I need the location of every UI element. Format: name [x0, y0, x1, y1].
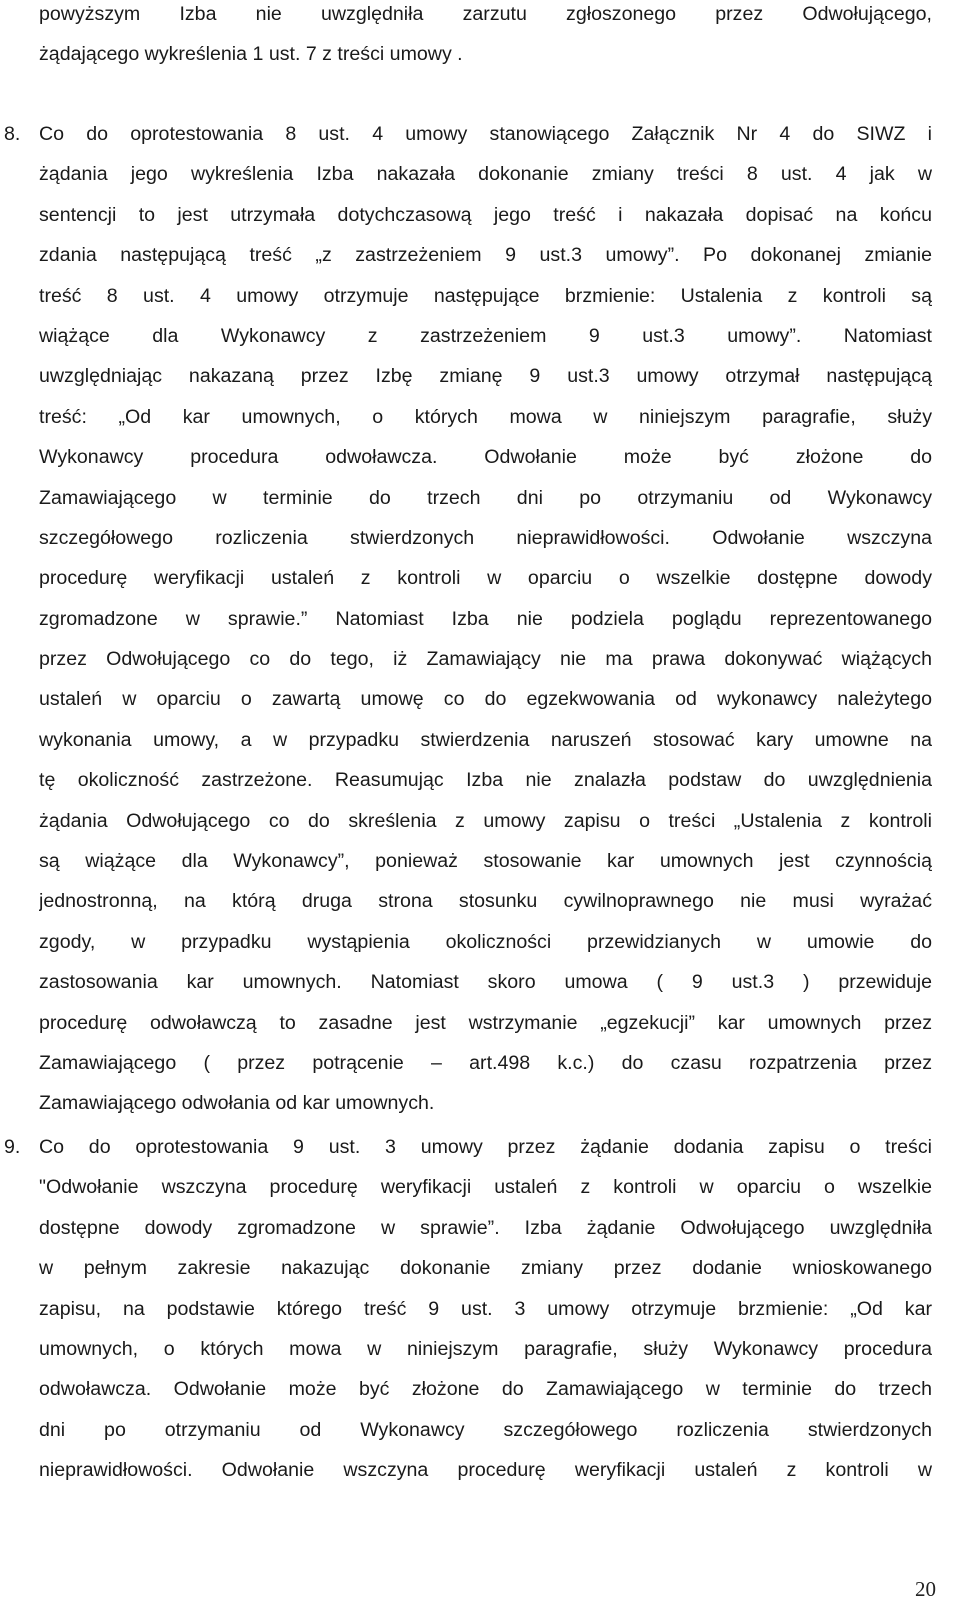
text-line: wykonania umowy, a w przypadku stwierdzenia naruszeń stosować kary umowne na [39, 728, 932, 751]
text-line: nieprawidłowości. Odwołanie wszczyna procedurę weryfikacji ustaleń z kontroli w [39, 1459, 932, 1482]
text-line: zdania następującą treść „z zastrzeżeniem 9 ust.3 umowy”. Po dokonanej zmianie [39, 244, 932, 267]
text-line: przez Odwołującego co do tego, iż Zamawiający nie ma prawa dokonywać wiążących [39, 648, 932, 671]
text-line: zapisu, na podstawie którego treść 9 ust. 3 umowy otrzymuje brzmienie: „Od kar [39, 1297, 932, 1320]
text-line: żądania jego wykreślenia Izba nakazała dokonanie zmiany treści 8 ust. 4 jak w [39, 163, 932, 186]
text-line: uwzględniając nakazaną przez Izbę zmianę 9 ust.3 umowy otrzymał następującą [39, 365, 932, 388]
text-line: treść 8 ust. 4 umowy otrzymuje następujące brzmienie: Ustalenia z kontroli są [39, 284, 932, 307]
item-number-8: 8. [4, 123, 21, 145]
text-line: dostępne dowody zgromadzone w sprawie”. Izba żądanie Odwołującego uwzględniła [39, 1216, 932, 1239]
text-line: Zamawiającego odwołania od kar umownych. [39, 1092, 435, 1115]
text-line: szczegółowego rozliczenia stwierdzonych nieprawidłowości. Odwołanie wszczyna [39, 526, 932, 549]
text-line: procedurę odwoławczą to zasadne jest wstrzymanie „egzekucji” kar umownych przez [39, 1011, 932, 1034]
text-line: procedurę weryfikacji ustaleń z kontroli w oparciu o wszelkie dostępne dowody [39, 567, 932, 590]
item-number-9: 9. [4, 1136, 21, 1158]
item-8-paragraph [39, 114, 932, 1124]
text-line: umownych, o których mowa w niniejszym paragrafie, służy Wykonawcy procedura [39, 1337, 932, 1360]
text-line: żądania Odwołującego co do skreślenia z umowy zapisu o treści „Ustalenia z kontroli [39, 809, 932, 832]
text-line: wiążące dla Wykonawcy z zastrzeżeniem 9 ust.3 umowy”. Natomiast [39, 324, 932, 347]
text-line: dni po otrzymaniu od Wykonawcy szczegółowego rozliczenia stwierdzonych [39, 1418, 932, 1441]
text-line: jednostronną, na którą druga strona stosunku cywilnoprawnego nie musi wyrażać [39, 890, 932, 913]
text-line: Co do oprotestowania 8 ust. 4 umowy stanowiącego Załącznik Nr 4 do SIWZ i [39, 123, 932, 145]
text-line: żądającego wykreślenia 1 ust. 7 z treści umowy . [39, 43, 463, 66]
intro-paragraph [39, 0, 932, 75]
text-line: odwoławcza. Odwołanie może być złożone do Zamawiającego w terminie do trzech [39, 1378, 932, 1401]
text-line: Co do oprotestowania 9 ust. 3 umowy przez żądanie dodania zapisu o treści [39, 1136, 932, 1158]
item-9-paragraph [39, 1127, 932, 1491]
page-number: 20 [915, 1577, 936, 1601]
text-line: tę okoliczność zastrzeżone. Reasumując Izba nie znalazła podstaw do uwzględnienia [39, 769, 932, 792]
text-line: ustaleń w oparciu o zawartą umowę co do egzekwowania od wykonawcy należytego [39, 688, 932, 711]
text-line: "Odwołanie wszczyna procedurę weryfikacji ustaleń z kontroli w oparciu o wszelkie [39, 1176, 932, 1199]
text-line: Zamawiającego ( przez potrącenie – art.498 k.c.) do czasu rozpatrzenia przez [39, 1051, 932, 1074]
text-line: powyższym Izba nie uwzględniła zarzutu zgłoszonego przez Odwołującego, [39, 3, 932, 25]
text-line: zgromadzone w sprawie.” Natomiast Izba nie podziela poglądu reprezentowanego [39, 607, 932, 630]
text-line: treść: „Od kar umownych, o których mowa w niniejszym paragrafie, służy [39, 405, 932, 428]
text-line: zgody, w przypadku wystąpienia okoliczności przewidzianych w umowie do [39, 930, 932, 953]
text-line: Wykonawcy procedura odwoławcza. Odwołanie może być złożone do [39, 446, 932, 469]
text-line: są wiążące dla Wykonawcy”, ponieważ stosowanie kar umownych jest czynnością [39, 850, 932, 873]
text-line: w pełnym zakresie nakazując dokonanie zmiany przez dodanie wnioskowanego [39, 1257, 932, 1280]
text-line: Zamawiającego w terminie do trzech dni po otrzymaniu od Wykonawcy [39, 486, 932, 509]
text-line: sentencji to jest utrzymała dotychczasową jego treść i nakazała dopisać na końcu [39, 203, 932, 226]
text-line: zastosowania kar umownych. Natomiast skoro umowa ( 9 ust.3 ) przewiduje [39, 971, 932, 994]
